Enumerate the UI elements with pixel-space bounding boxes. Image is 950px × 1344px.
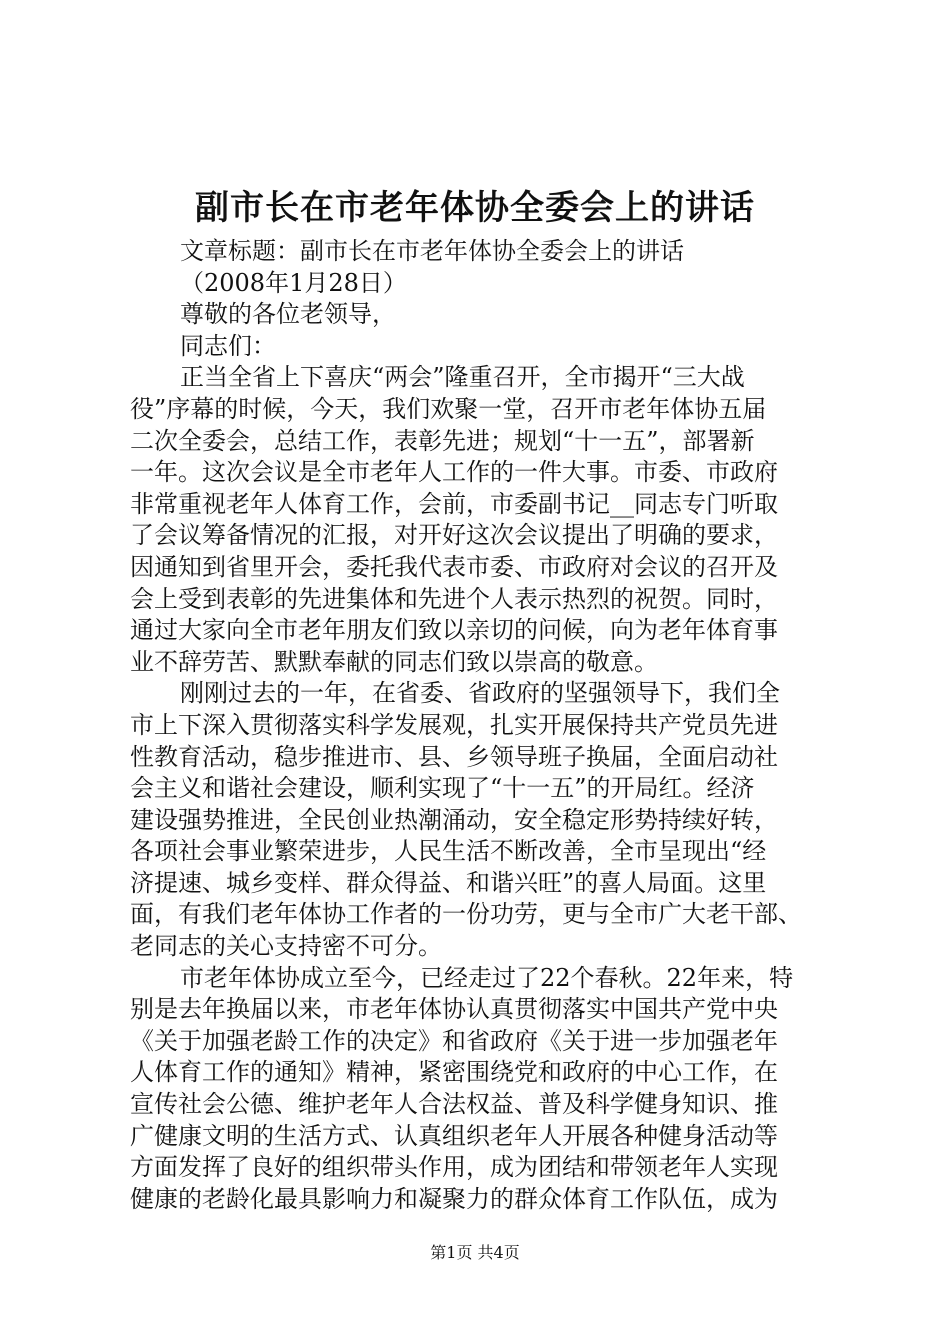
paragraph-line: 各项社会事业繁荣进步，人民生活不断改善，全市呈现出“经 [130, 837, 767, 866]
document-title: 副市长在市老年体协全委会上的讲话 [195, 188, 755, 228]
paragraph-line: 面，有我们老年体协工作者的一份功劳，更与全市广大老干部、 [130, 900, 802, 929]
paragraph-line: 老同志的关心支持密不可分。 [130, 932, 442, 961]
date-line: （2008年1月28日） [180, 268, 407, 297]
paragraph-line: 刚刚过去的一年，在省委、省政府的坚强领导下，我们全 [180, 679, 780, 708]
paragraph-line: 性教育活动，稳步推进市、县、乡领导班子换届，全面启动社 [130, 742, 778, 771]
paragraph-line: 济提速、城乡变样、群众得益、和谐兴旺”的喜人局面。这里 [130, 868, 767, 897]
paragraph-line: 广健康文明的生活方式、认真组织老年人开展各种健身活动等 [130, 1121, 778, 1150]
page-footer: 第1页 共4页 [430, 1243, 520, 1262]
paragraph-line: 了会议筹备情况的汇报，对开好这次会议提出了明确的要求， [130, 521, 778, 550]
paragraph-line: 二次全委会，总结工作，表彰先进；规划“十一五”，部署新 [130, 426, 755, 455]
salutation-line-2: 同志们： [180, 331, 276, 360]
paragraph-line: 一年。这次会议是全市老年人工作的一件大事。市委、市政府 [130, 458, 778, 487]
paragraph-line: 正当全省上下喜庆“两会”隆重召开，全市揭开“三大战 [180, 363, 745, 392]
paragraph-line: 因通知到省里开会，委托我代表市委、市政府对会议的召开及 [130, 552, 778, 581]
document-body [130, 236, 830, 1215]
paragraph-line: 会上受到表彰的先进集体和先进个人表示热烈的祝贺。同时， [130, 584, 778, 613]
paragraph-line: 会主义和谐社会建设，顺利实现了“十一五”的开局红。经济 [130, 774, 755, 803]
paragraph-2 [130, 678, 830, 962]
paragraph-line: 市老年体协成立至今，已经走过了22个春秋。22年来，特 [180, 963, 794, 992]
article-title-line: 文章标题：副市长在市老年体协全委会上的讲话 [180, 237, 684, 265]
paragraph-1 [130, 362, 830, 678]
paragraph-line: 方面发挥了良好的组织带头作用，成为团结和带领老年人实现 [130, 1153, 778, 1182]
paragraph-line: 建设强势推进，全民创业热潮涌动，安全稳定形势持续好转， [130, 805, 778, 834]
paragraph-line: 人体育工作的通知》精神，紧密围绕党和政府的中心工作，在 [130, 1058, 778, 1087]
paragraph-line: 健康的老龄化最具影响力和凝聚力的群众体育工作队伍，成为 [130, 1184, 778, 1213]
paragraph-line: 别是去年换届以来，市老年体协认真贯彻落实中国共产党中央 [130, 995, 778, 1024]
paragraph-line: 通过大家向全市老年朋友们致以亲切的问候，向为老年体育事 [130, 616, 778, 645]
salutation-line: 尊敬的各位老领导， [180, 300, 396, 329]
paragraph-line: 市上下深入贯彻落实科学发展观，扎实开展保持共产党员先进 [130, 710, 778, 739]
paragraph-line: 宣传社会公德、维护老年人合法权益、普及科学健身知识、推 [130, 1090, 778, 1119]
paragraph-3 [130, 963, 830, 1216]
paragraph-line: 役”序幕的时候，今天，我们欢聚一堂，召开市老年体协五届 [130, 394, 767, 423]
paragraph-line: 《关于加强老龄工作的决定》和省政府《关于进一步加强老年 [130, 1026, 778, 1055]
paragraph-line: 业不辞劳苦、默默奉献的同志们致以崇高的敬意。 [130, 647, 658, 676]
paragraph-line: 非常重视老年人体育工作，会前，市委副书记__同志专门听取 [130, 489, 778, 518]
